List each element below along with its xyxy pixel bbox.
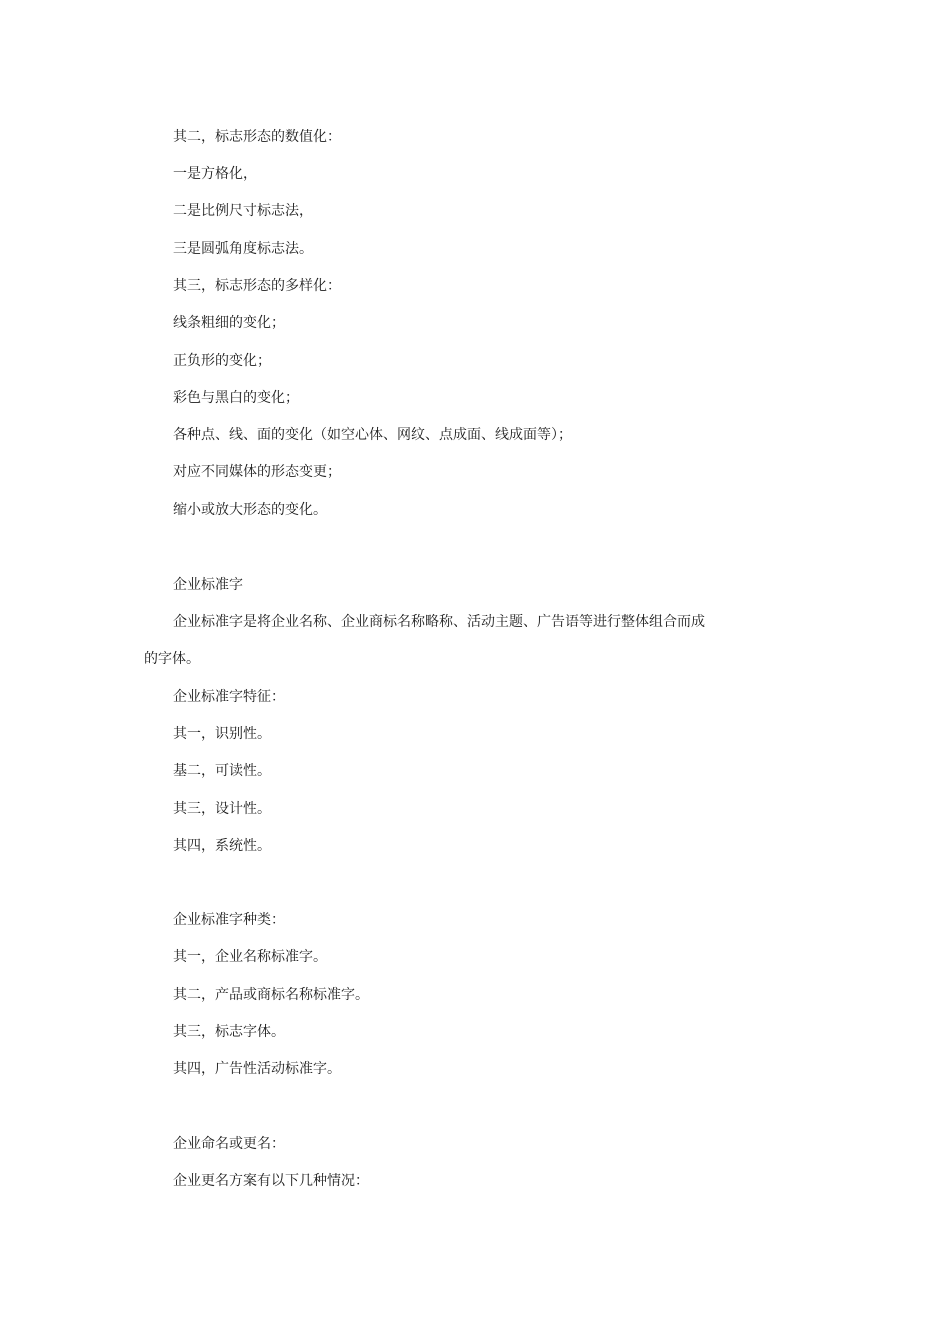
type-item: 其三，标志字体。 [173,1024,285,1040]
standard-font-title: 企业标准字 [173,577,243,593]
variety-item: 线条粗细的变化； [173,315,285,331]
numeric-heading: 其二，标志形态的数值化： [173,129,341,145]
feature-item: 基二，可读性。 [173,763,271,779]
numeric-item: 一是方格化， [173,166,257,182]
variety-item: 彩色与黑白的变化； [173,390,299,406]
variety-item: 各种点、线、面的变化（如空心体、网纹、点成面、线成面等）； [173,427,572,443]
feature-item: 其三，设计性。 [173,801,271,817]
type-item: 其四，广告性活动标准字。 [173,1061,341,1077]
feature-item: 其四，系统性。 [173,838,271,854]
naming-heading: 企业命名或更名： [173,1136,285,1152]
features-heading: 企业标准字特征： [173,689,285,705]
numeric-item: 三是圆弧角度标志法。 [173,241,313,257]
types-heading: 企业标准字种类： [173,912,285,928]
variety-heading: 其三，标志形态的多样化： [173,278,341,294]
variety-item: 对应不同媒体的形态变更； [173,464,341,480]
naming-intro: 企业更名方案有以下几种情况： [173,1173,369,1189]
type-item: 其二，产品或商标名称标准字。 [173,987,369,1003]
numeric-item: 二是比例尺寸标志法， [173,203,313,219]
type-item: 其一，企业名称标准字。 [173,949,327,965]
feature-item: 其一，识别性。 [173,726,271,742]
standard-font-definition-cont: 的字体。 [144,651,200,667]
standard-font-definition: 企业标准字是将企业名称、企业商标名称略称、活动主题、广告语等进行整体组合而成 [173,614,705,630]
variety-item: 缩小或放大形态的变化。 [173,502,327,518]
variety-item: 正负形的变化； [173,353,271,369]
